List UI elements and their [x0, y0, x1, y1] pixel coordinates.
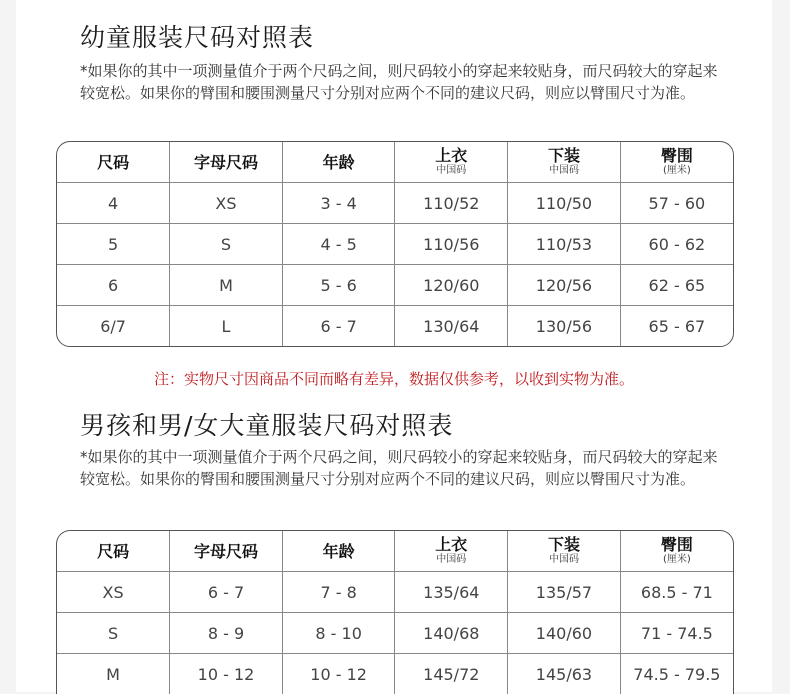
table-cell: 110/56: [395, 224, 508, 265]
table-cell: 60 - 62: [620, 224, 733, 265]
header-hip: 臀围 (厘米): [620, 142, 733, 183]
kids-size-table: [56, 530, 734, 694]
table-cell: M: [57, 654, 170, 694]
table-cell: 4: [57, 183, 170, 224]
table-cell: 8 - 10: [282, 613, 395, 654]
table-header-row: [57, 142, 733, 183]
table-cell: L: [170, 306, 283, 347]
header-top: 上衣 中国码: [395, 531, 508, 572]
table-header-row: [57, 531, 733, 572]
table-cell: 5: [57, 224, 170, 265]
table-row: [57, 224, 733, 265]
table-cell: 110/52: [395, 183, 508, 224]
toddler-size-note: *如果你的其中一项测量值介于两个尺码之间，则尺码较小的穿起来较贴身，而尺码较大的穿起来较宽松。如果你的臂围和腰围测量尺寸分别对应两个不同的建议尺码，则应以臂围尺寸为准。: [80, 60, 720, 104]
header-letter-size: 字母尺码: [170, 142, 283, 183]
table-cell: 71 - 74.5: [620, 613, 733, 654]
table-cell: 6: [57, 265, 170, 306]
table-row: [57, 265, 733, 306]
table-cell: 110/50: [508, 183, 621, 224]
table-cell: 3 - 4: [282, 183, 395, 224]
kids-size-note: *如果你的其中一项测量值介于两个尺码之间，则尺码较小的穿起来较贴身，而尺码较大的穿起来较宽松。如果你的臀围和腰围测量尺寸分别对应两个不同的建议尺码，则应以臀围尺寸为准。: [80, 446, 720, 490]
size-disclaimer: 注：实物尺寸因商品不同而略有差异，数据仅供参考，以收到实物为准。: [16, 368, 772, 389]
toddler-size-table: [56, 141, 734, 347]
table-cell: XS: [57, 572, 170, 613]
table-cell: 8 - 9: [170, 613, 283, 654]
header-letter-size: 字母尺码: [170, 531, 283, 572]
kids-size-chart-title: 男孩和男/女大童服装尺码对照表: [80, 406, 453, 442]
table-cell: 135/57: [508, 572, 621, 613]
table-cell: 120/60: [395, 265, 508, 306]
table-row: [57, 306, 733, 347]
table-cell: 6 - 7: [282, 306, 395, 347]
table-cell: 145/72: [395, 654, 508, 694]
header-age: 年龄: [282, 531, 395, 572]
table-row: [57, 183, 733, 224]
table-cell: 10 - 12: [282, 654, 395, 694]
header-size: 尺码: [57, 142, 170, 183]
table-cell: 4 - 5: [282, 224, 395, 265]
table-cell: 57 - 60: [620, 183, 733, 224]
header-hip: 臀围 (厘米): [620, 531, 733, 572]
table-cell: 130/64: [395, 306, 508, 347]
toddler-size-chart-title: 幼童服装尺码对照表: [80, 18, 314, 54]
header-age: 年龄: [282, 142, 395, 183]
header-bottom: 下装 中国码: [508, 142, 621, 183]
table-cell: 145/63: [508, 654, 621, 694]
table-cell: 62 - 65: [620, 265, 733, 306]
table-cell: 68.5 - 71: [620, 572, 733, 613]
table-cell: XS: [170, 183, 283, 224]
size-chart-page: [16, 0, 772, 692]
table-cell: 140/68: [395, 613, 508, 654]
table-row: [57, 613, 733, 654]
table-cell: 74.5 - 79.5: [620, 654, 733, 694]
table-cell: 10 - 12: [170, 654, 283, 694]
table-row: [57, 572, 733, 613]
header-size: 尺码: [57, 531, 170, 572]
table-cell: 65 - 67: [620, 306, 733, 347]
table-cell: 6/7: [57, 306, 170, 347]
table-cell: 120/56: [508, 265, 621, 306]
table-cell: 135/64: [395, 572, 508, 613]
table-row: [57, 654, 733, 694]
table-cell: 140/60: [508, 613, 621, 654]
table-cell: 6 - 7: [170, 572, 283, 613]
table-cell: 5 - 6: [282, 265, 395, 306]
table-cell: 130/56: [508, 306, 621, 347]
table-cell: 110/53: [508, 224, 621, 265]
table-cell: 7 - 8: [282, 572, 395, 613]
table-cell: M: [170, 265, 283, 306]
header-top: 上衣 中国码: [395, 142, 508, 183]
table-cell: S: [170, 224, 283, 265]
table-cell: S: [57, 613, 170, 654]
header-bottom: 下装 中国码: [508, 531, 621, 572]
